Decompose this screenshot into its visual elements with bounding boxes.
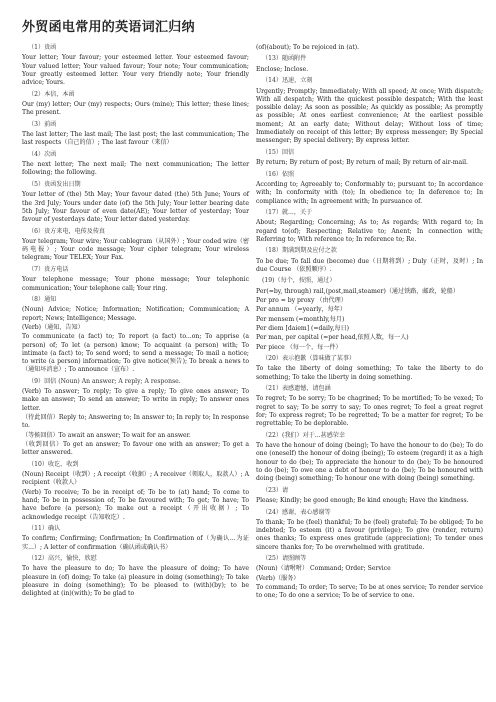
section-paragraph: By return; By return of post; By return of mail; By return of air-mail.	[256, 159, 468, 167]
section	[22, 461, 249, 522]
section-paragraph: Per(=by, through) rail,(post,mail,steamer)（通过铁路，邮政，轮船）	[256, 287, 459, 295]
section-heading: （6）贵方来电，电传及传真	[28, 227, 106, 235]
section-heading: （25）请照顾等	[262, 555, 307, 563]
section-heading: （8）通知	[28, 296, 57, 304]
section-heading: (19)（每个，按照，通过）	[262, 277, 336, 285]
section-heading: （13）随函附件	[262, 55, 307, 63]
section-paragraph: The last letter; The last mail; The last post; the last communication; The last respects（自己的信）; The last favour（来信）	[22, 131, 249, 147]
section-heading: （22）(我们）对于...甚感荣幸	[262, 431, 345, 439]
section-heading: （3）前函	[28, 120, 57, 128]
section-heading: （7）贵方电话	[28, 265, 69, 273]
section	[256, 277, 483, 351]
section	[22, 266, 249, 293]
section	[256, 432, 483, 484]
section-heading: （9）回信 (Noun) An answer; A reply; A response.	[28, 377, 181, 385]
section-paragraph: Your letter of (the) 5th May; Your favour dated (the) 5th June; Yours of the 3rd July; Yours under date (of) the 5th July; Your letter bearing date 5th July; Your favour of even date(AE); Your letter of yesterday; Your favour of yesterdays date; Your letter dated yesterday.	[22, 191, 249, 224]
section-heading: （20）表示抱歉（算味做了某事）	[262, 355, 356, 362]
section-paragraph: Your telephone message; Your phone message; Your telephonic communication; Your telephone call; Your ring.	[22, 276, 249, 292]
section-paragraph: Please; Kindly; be good enough; Be kind enough; Have the kindness.	[256, 497, 469, 505]
section-paragraph: To have the honour of doing (being); To have the honour to do (be); To do one (oneself) the honour of doing (being); To esteem (regard) it as a high honour to do (be); To appreciate the honour to do (be); To be honoured to do (be); To owe one a debt of honour to do (be); To be honoured with doing (being) something; To honour one with doing (being) something.	[256, 442, 483, 483]
section-paragraph: （收到回信）To get an answer; To favour one with an answer; To get a letter answered.	[22, 440, 249, 457]
section	[256, 171, 483, 206]
section	[256, 355, 483, 382]
section-paragraph: (Verb) To answer; To reply; To give a reply; To give ones answer; To make an answer; To send an answer; To write in reply; To answer ones letter.	[22, 388, 249, 412]
section	[256, 487, 483, 506]
section-paragraph: Enclose; Inclose.	[256, 65, 309, 73]
section-paragraph: Per diem [daiem] (=daily,每日)	[256, 324, 350, 332]
section	[256, 555, 483, 600]
section-heading: （12）高兴，愉快，欣慰	[28, 555, 97, 563]
section-paragraph: To take the liberty of doing something; To take the liberty to do something; To take the liberty in doing something.	[256, 365, 483, 381]
section-paragraph: Per man, per capital (=per head,依照人数，每一人)	[256, 334, 409, 342]
section-heading: （16）依照	[262, 170, 295, 178]
section	[256, 509, 483, 552]
section-paragraph: (Verb)（通知，告知）	[22, 323, 84, 331]
section	[22, 91, 249, 118]
section	[22, 296, 249, 375]
section-paragraph: To have the pleasure to do; To have the pleasure of doing; To have pleasure in (of) doing; To take (a) pleasure in doing (something); To take pleasure in doing (something); To be pleased to (with)(by); to be delighted at (in)(with); To be glad to	[22, 565, 249, 598]
section	[22, 555, 249, 598]
section-paragraph: Your letter; Your favour; your esteemed letter. Your esteemed favour; Your valued letter; Your valued favour; Your note; Your communication; Your greatly esteemed letter. Your very friendly note; Your friendly advice; Yours.	[22, 54, 249, 87]
section-paragraph: Per piece （每一个，每一件）	[256, 343, 342, 351]
section	[256, 247, 483, 274]
section	[256, 44, 483, 52]
section	[22, 181, 249, 224]
section-paragraph: Your telegram; Your wire; Your cablegram（从国外）; Your coded wire（密码电报）; Your code message; Your cipher telegram; Your wireless telegram; Your TELEX; Your Fax.	[22, 237, 249, 262]
section-heading: （11）确认	[28, 525, 61, 533]
section-paragraph: (of)(about); To be rejoiced in (at).	[256, 44, 360, 51]
section-heading: （21）表感遗憾，请包涵	[262, 385, 331, 393]
section-paragraph: Per mensem (=monthly,每月)	[256, 315, 345, 323]
section-paragraph: To command; To order; To serve; To be at ones service; To render service to one; To do one a service; To be of service to one.	[256, 584, 483, 600]
section-paragraph: According to; Agreeably to; Conformably to; pursuant to; In accordance with; In conformity with (to); In obedience to; In deference to; In compliance with; In agreement with; In pursuance of.	[256, 180, 483, 205]
section-paragraph: To be due; To fall due (become) due（日期将到）; Duly（正时，及时）; In due Course （依照顺序）.	[256, 257, 483, 273]
section-paragraph: (Noun) Advice; Notice; Information; Notification; Communication; A report; News; Intelligence; Message.	[22, 306, 249, 322]
section-paragraph: To regret; To be sorry; To be chagrined; To be mortified; To be vexed; To regret to say; To be sorry to say; To ones regret; To feel a great regret for; To express regret; To be regretted; To be a matter for regret; To be regrettable; To be deplorable.	[256, 395, 483, 428]
section-paragraph: Our (my) letter; Our (my) respects; Ours (mine); This letter; these lines; The present.	[22, 100, 249, 117]
section-paragraph: (Noun) Receipt（收到）; A receipt（收据）; A receiver（领取人，取款人）; A recipient（收款人）	[22, 471, 249, 487]
section	[22, 44, 249, 87]
right-column	[256, 44, 483, 604]
section-paragraph: （待此回信）Reply to; Answering to; In answer to; In reply to; In response to.	[22, 414, 249, 430]
section-heading: （4）次函	[28, 150, 57, 158]
section	[256, 209, 483, 244]
section-heading: （14）迅速，立刻	[262, 77, 313, 85]
section-paragraph: About; Regarding; Concerning; As to; As regards; With regard to; In regard to(of); Respecting; Relative to; Anent; In connection with; Referring to; With reference to; In reference to; Re.	[256, 219, 483, 243]
section-heading: （5）贵函发出日期	[28, 180, 81, 188]
section-paragraph: (Verb)（服务）	[256, 574, 300, 582]
section	[256, 385, 483, 428]
section-paragraph: To thank; To be (feel) thankful; To be (feel) grateful; To be obliged; To be indebted; To esteem (it) a favour (privilege); To give (render, return) ones thanks; To express ones gratitude (appreciation); To tender ones sincere thanks for; To be overwhelmed with gratitude.	[256, 518, 483, 551]
section-paragraph: Per annum （=yearly，每年）	[256, 306, 346, 314]
section-heading: （1）贵函	[28, 44, 57, 51]
left-column	[22, 44, 249, 602]
document-title: 外贸函电常用的英语词汇归纳	[22, 20, 195, 35]
section-paragraph: To confirm; Confirming; Confirmation; In Confirmation of（为确认...为证实...）; A letter of confirmation（确认函或确认书）	[22, 535, 249, 551]
section-paragraph: The next letter; The next mail; The next communication; The letter following; the following.	[22, 161, 249, 177]
section	[22, 378, 249, 458]
section	[22, 121, 249, 148]
section-heading: （17）就...，关于	[262, 208, 313, 216]
section-paragraph: （等候回信）To await an answer; To wait for an answer.	[22, 431, 191, 439]
section-paragraph: (Verb) To receive; To be in receipt of; To be to (at) hand; To come to hand; To be in possession of; To be favoured with; To get; To have; To have before (a person); To make out a receipt（开出收据）; To acknowledge receipt（告知收讫）.	[22, 488, 249, 521]
section	[22, 151, 249, 178]
section	[22, 228, 249, 263]
section-heading: （24）感谢，表心感谢等	[262, 508, 331, 516]
section-heading: （15）回信	[262, 148, 295, 156]
section	[22, 525, 249, 552]
section-heading: （10）收讫，收到	[28, 460, 79, 468]
section	[256, 55, 483, 74]
section-heading: （18）期满到期及应付之款	[262, 247, 337, 255]
section-paragraph: To communicate (a fact) to; To report (a fact) to...on; To apprise (a person) of; To let (a person) know; To acquaint (a person) with; To intimate (a fact) to; To send word; to send a message; To mail a notice; to write (a person) information; To give notice(预告); To break a news to（通知坏消息）; To announce（宣布）.	[22, 333, 249, 374]
section-heading: （2）本信，本函	[28, 90, 75, 98]
section-heading: （23）请	[262, 486, 289, 494]
section-paragraph: Urgently; Promptly; Immediately; With all speed; At once; With dispatch; With all despatch; With the quickest possible despatch; With the least possible delay; As soon as possible; As quickly as possible; As promptly as possible; At ones earliest convenience; At the earliest possible moment; At an early date; Without delay; Without loss of time; Immediately on receipt of this letter; By express messenger; By Special messenger; By special delivery; By express letter.	[256, 87, 483, 145]
section	[256, 149, 483, 168]
section-paragraph: (Noun)（请咐咐） Command; Order; Service	[256, 565, 391, 573]
section	[256, 77, 483, 145]
section-paragraph: Per pro = by proxy （由代理）	[256, 297, 347, 305]
